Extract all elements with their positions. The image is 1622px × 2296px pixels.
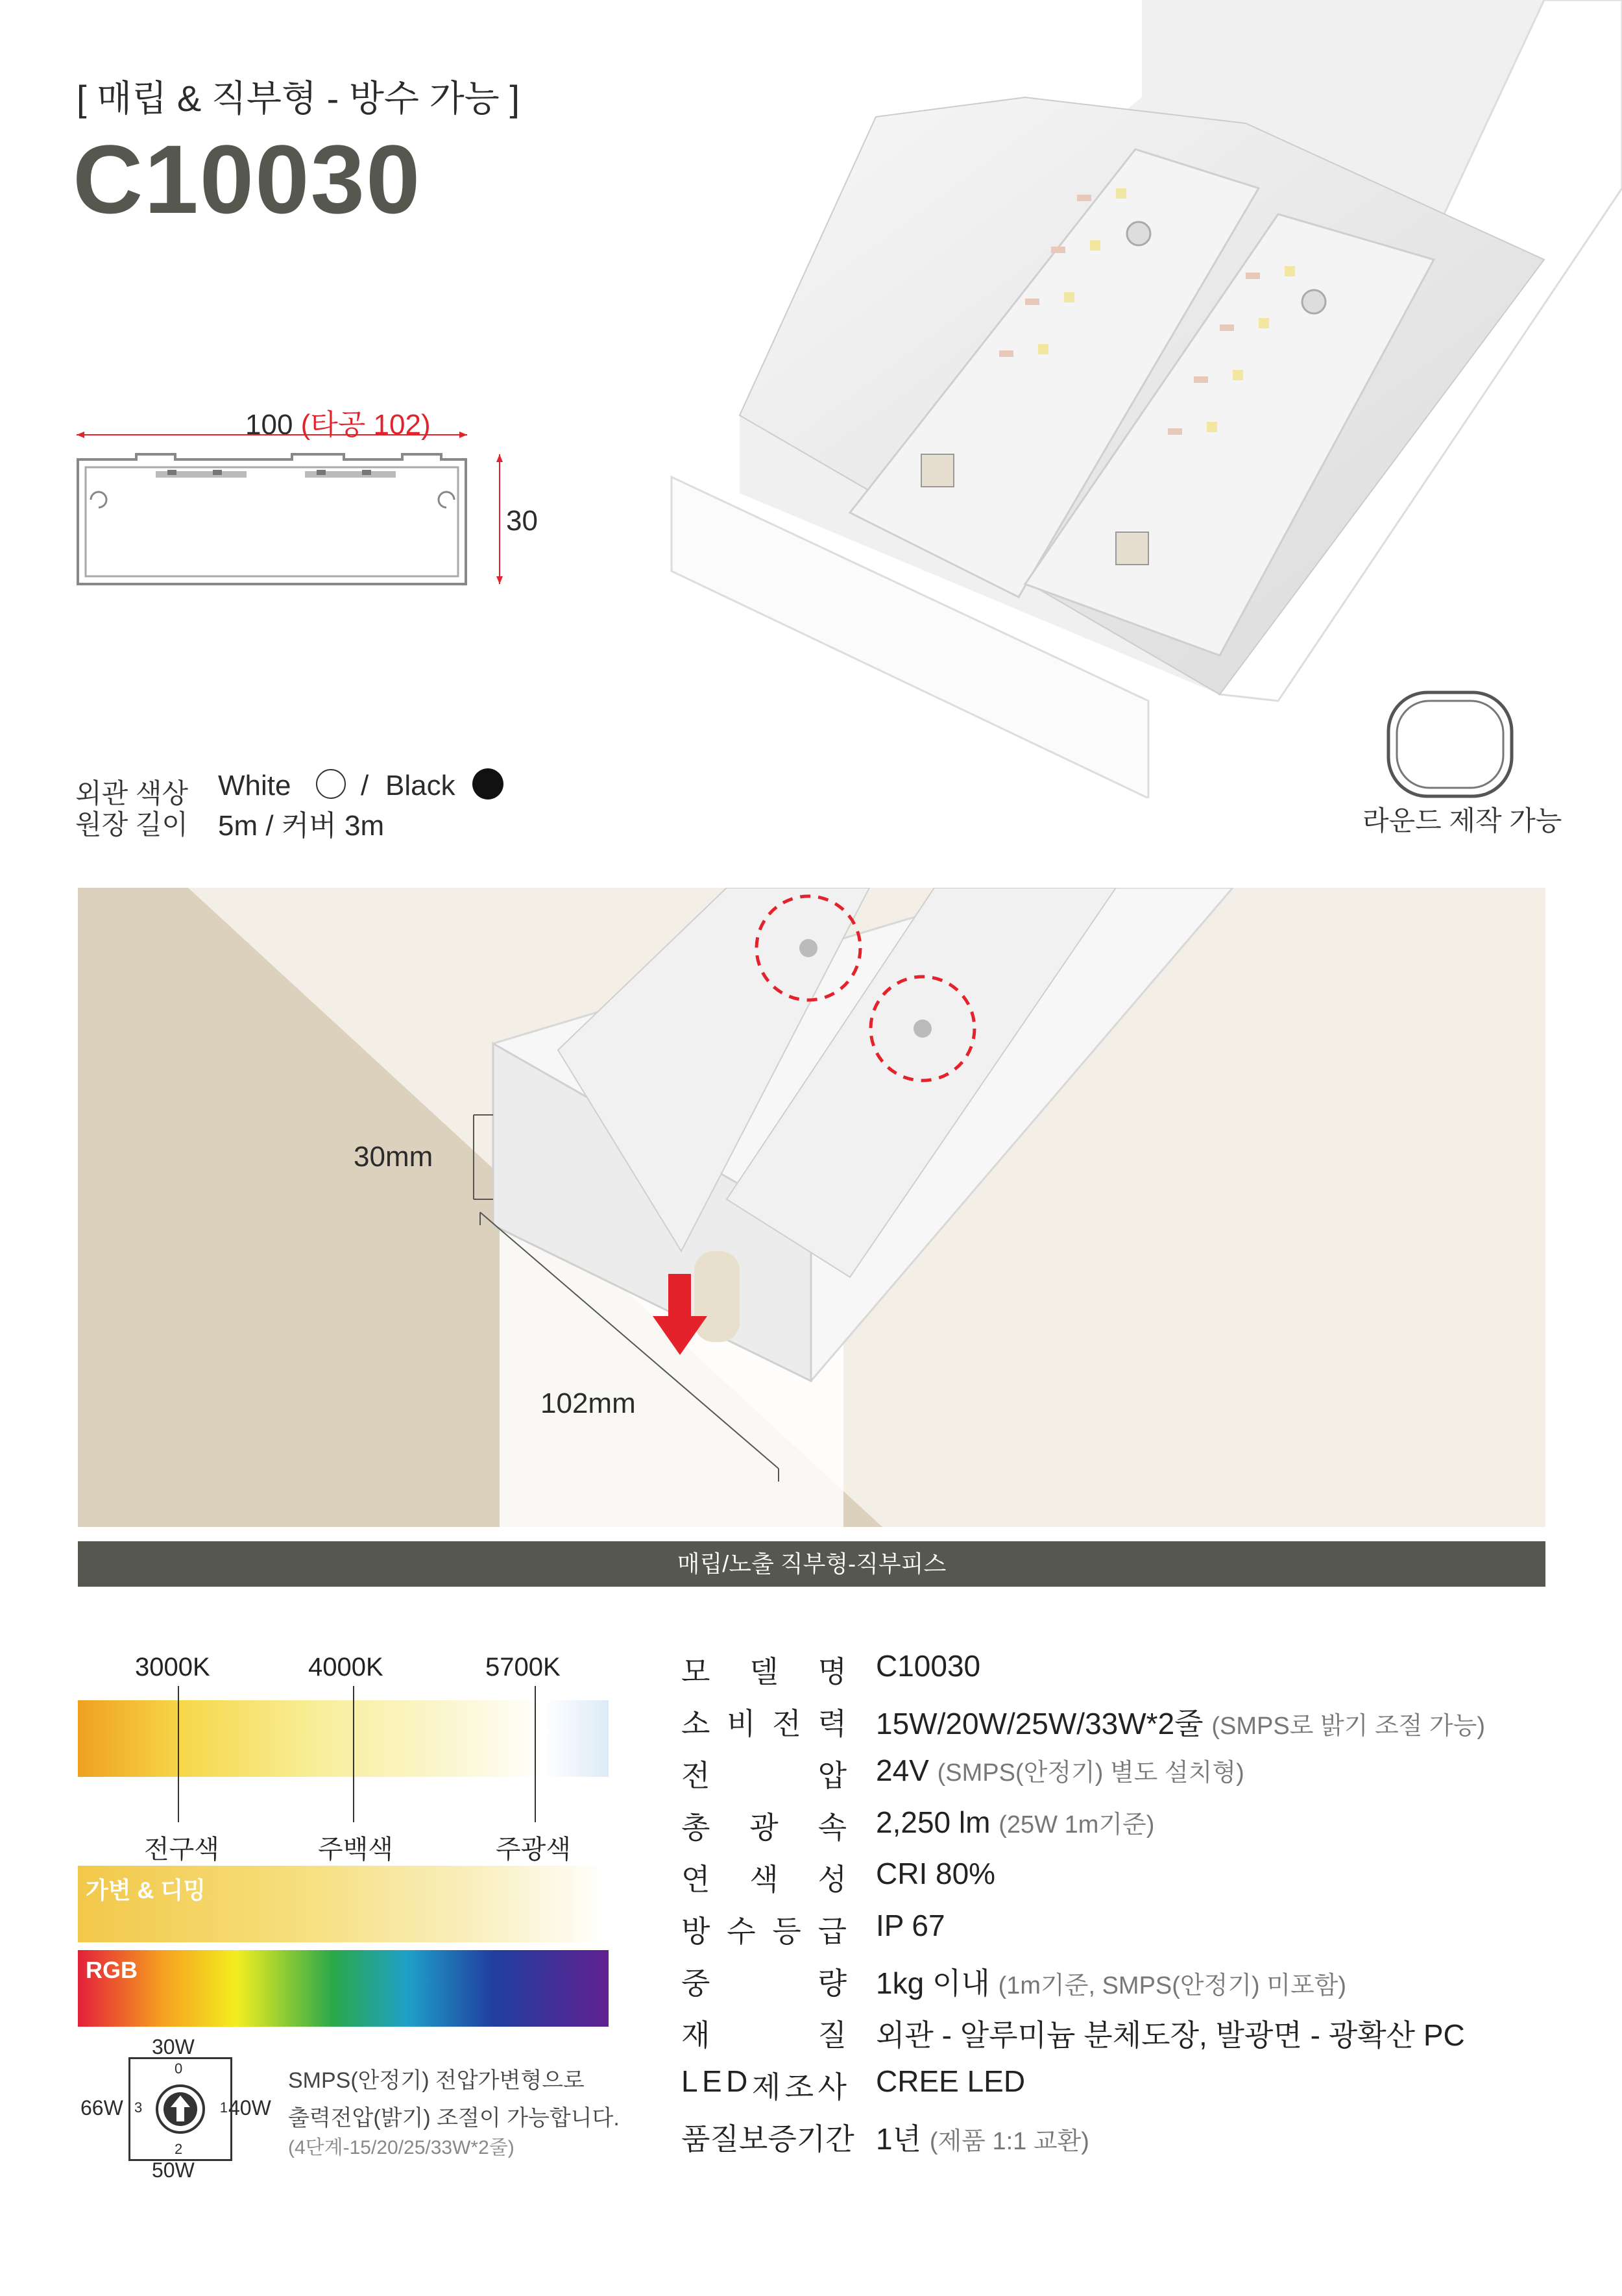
cct-markers	[78, 1686, 609, 1822]
spec-label: L E D 제 조 사	[681, 2064, 847, 2104]
spec-value: CREE LED	[876, 2064, 1026, 2098]
spec-value: 1년 (제품 1:1 교환)	[876, 2122, 1089, 2156]
spec-value: 1kg 이내 (1m기준, SMPS(안정기) 미포함)	[876, 1966, 1347, 2000]
cct-name-daylight: 주광색	[496, 1835, 571, 1864]
product-photo	[662, 0, 1622, 798]
rgb-label: RGB	[86, 1957, 138, 1983]
spec-value: C10030	[876, 1649, 981, 1683]
dial-pos-3: 3	[134, 2099, 143, 2116]
dial-pos-2: 2	[175, 2141, 183, 2157]
spec-label: 전 압	[681, 1759, 847, 1792]
dial-right-label: 40W	[228, 2096, 271, 2119]
spec-label: 연 색 성	[681, 1862, 847, 1896]
spec-value: 2,250 lm (25W 1m기준)	[876, 1805, 1155, 1839]
white-swatch	[314, 767, 348, 801]
spec-note: (25W 1m기준)	[999, 1811, 1155, 1838]
install-width-label: 102mm	[540, 1387, 636, 1419]
dial-knob-icon	[154, 2082, 207, 2136]
round-shape-icon	[1385, 689, 1515, 800]
dial-pos-0: 0	[175, 2060, 183, 2077]
dial-bottom-label: 50W	[152, 2158, 195, 2182]
dial-note-2: 출력전압(밝기) 조절이 가능합니다.	[288, 2106, 620, 2131]
dial-left-label: 66W	[80, 2096, 123, 2119]
cct-temp-4000: 4000K	[308, 1653, 383, 1681]
dial-pos-1: 1	[219, 2099, 228, 2116]
spec-note: (제품 1:1 교환)	[929, 2128, 1089, 2155]
spec-note: (SMPS로 밝기 조절 가능)	[1211, 1713, 1486, 1740]
spec-row	[681, 1752, 1577, 1798]
dial-box	[128, 2057, 232, 2161]
spec-row	[681, 1700, 1577, 1746]
color-separator: /	[361, 770, 369, 801]
spec-row	[681, 2064, 1577, 2109]
spec-value: 24V (SMPS(안정기) 별도 설치형)	[876, 1753, 1244, 1787]
spec-row	[681, 1648, 1577, 1694]
color-black-label: Black	[385, 770, 455, 801]
page-title: C10030	[73, 125, 422, 234]
spec-label: 모 델 명	[681, 1655, 847, 1689]
tunable-bar	[78, 1866, 609, 1942]
dial-note-1: SMPS(안정기) 전압가변형으로	[288, 2068, 585, 2093]
dial-top-label: 30W	[152, 2035, 195, 2058]
dial-note-3: (4단계-15/20/25/33W*2줄)	[288, 2137, 514, 2158]
rgb-bar	[78, 1950, 609, 2027]
spec-row	[681, 1856, 1577, 1901]
tunable-label: 가변 & 디밍	[86, 1877, 206, 1903]
color-white-label: White	[218, 770, 291, 801]
spec-note: (1m기준, SMPS(안정기) 미포함)	[998, 1972, 1347, 1999]
length-label: 원장 길이	[75, 809, 188, 840]
spec-label: 총 광 속	[681, 1811, 847, 1844]
profile-height-label: 30	[506, 505, 538, 537]
spec-label: 재 질	[681, 2018, 847, 2052]
spec-row	[681, 2012, 1577, 2057]
install-banner: 매립/노출 직부형-직부피스	[78, 1541, 1545, 1587]
spec-label: 소 비 전 력	[681, 1707, 847, 1740]
spec-value: 외관 - 알루미늄 분체도장, 발광면 - 광확산 PC	[876, 2018, 1465, 2052]
profile-drawing	[71, 428, 526, 597]
spec-row	[681, 1804, 1577, 1850]
spec-row	[681, 2116, 1577, 2161]
spec-label: 품 질 보 증 기 간	[681, 2122, 854, 2156]
install-depth-label: 30mm	[354, 1141, 433, 1173]
page-subtitle: [ 매립 & 직부형 - 방수 가능 ]	[77, 78, 520, 119]
profile-width-label: 100 (타공 102)	[245, 409, 431, 441]
color-label: 외관 색상	[75, 778, 188, 809]
cct-name-warm: 전구색	[144, 1835, 219, 1864]
installation-illustration	[78, 888, 1545, 1527]
spec-value: IP 67	[876, 1909, 945, 1942]
spec-value: CRI 80%	[876, 1857, 996, 1890]
cct-temp-3000: 3000K	[135, 1653, 210, 1681]
spec-note: (SMPS(안정기) 별도 설치형)	[937, 1759, 1244, 1787]
length-value: 5m / 커버 3m	[218, 810, 385, 842]
spec-label: 중 량	[681, 1966, 847, 2000]
spec-value: 15W/20W/25W/33W*2줄 (SMPS로 밝기 조절 가능)	[876, 1707, 1486, 1740]
cct-name-neutral: 주백색	[318, 1835, 393, 1864]
spec-row	[681, 1908, 1577, 1953]
black-swatch	[471, 767, 505, 801]
round-option-label: 라운드 제작 가능	[1362, 805, 1562, 836]
spec-row	[681, 1960, 1577, 2005]
spec-label: 방 수 등 급	[681, 1914, 847, 1948]
cct-temp-5700: 5700K	[485, 1653, 561, 1681]
